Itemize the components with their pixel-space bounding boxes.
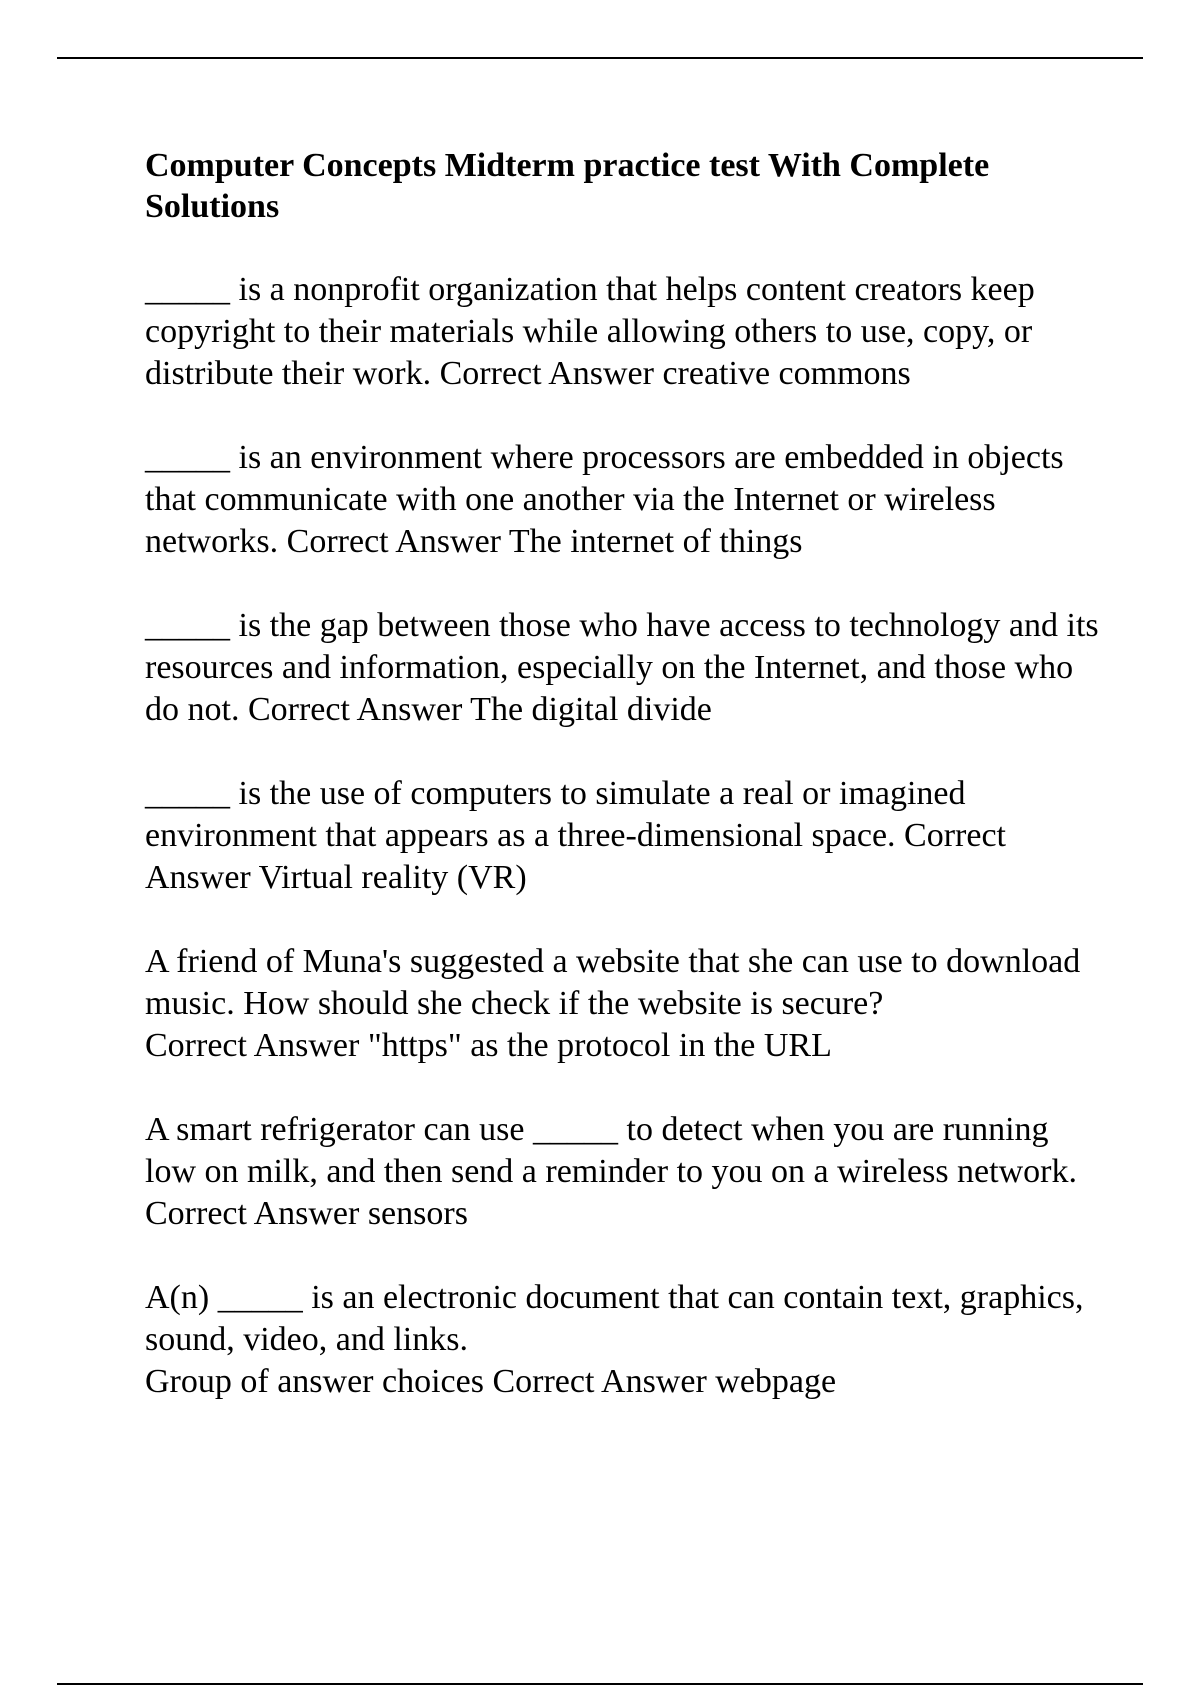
- qa-item-3: [145, 605, 1108, 731]
- document-title: Computer Concepts Midterm practice test With Complete Solutions: [145, 147, 990, 225]
- answer-label: Correct Answer: [286, 523, 501, 560]
- question-text: _____ is an environment where processors are embedded in objects that communicate with one another via the Internet or wireless networks.: [145, 439, 1073, 560]
- answer-text: "https" as the protocol in the URL: [367, 1027, 832, 1064]
- question-text: _____ is the gap between those who have access to technology and its resources and information, especially on the Internet, and those who do not.: [145, 607, 1108, 728]
- question-text: _____ is a nonprofit organization that helps content creators keep copyright to their materials while allowing others to use, copy, or distribute their work.: [145, 271, 1044, 392]
- document-body: [145, 145, 1108, 1445]
- answer-text: creative commons: [662, 355, 911, 392]
- question-text: A smart refrigerator can use _____ to detect when you are running low on milk, and then send a reminder to you on a wireless network.: [145, 1111, 1077, 1190]
- answer-label: Correct Answer: [439, 355, 654, 392]
- top-rule: [57, 57, 1143, 59]
- bottom-rule: [57, 1683, 1143, 1685]
- question-choices-label: Group of answer choices: [145, 1363, 484, 1400]
- answer-text: sensors: [367, 1195, 468, 1232]
- answer-label: Correct Answer: [145, 1027, 360, 1064]
- qa-item-2: [145, 437, 1105, 563]
- qa-item-7: [145, 1277, 1105, 1403]
- qa-item-1: [145, 269, 1105, 395]
- qa-item-6: [145, 1109, 1105, 1235]
- answer-label: Correct Answer: [247, 691, 463, 728]
- answer-label: Correct Answer: [492, 1363, 707, 1400]
- qa-item-4: [145, 773, 1105, 899]
- answer-text: webpage: [715, 1363, 837, 1400]
- answer-text: Virtual reality (VR): [258, 859, 527, 896]
- answer-label: Correct Answer: [145, 817, 1013, 896]
- question-text: A(n) _____ is an electronic document that can contain text, graphics, sound, video, and links.: [145, 1279, 1092, 1358]
- qa-item-5: [145, 941, 1105, 1067]
- question-text: A friend of Muna's suggested a website that she can use to download music. How should she check if the website is secure?: [145, 943, 1089, 1022]
- answer-text: The digital divide: [470, 691, 712, 728]
- question-text: _____ is the use of computers to simulate a real or imagined environment that appears as a three-dimensional space.: [145, 775, 975, 854]
- answer-text: The internet of things: [508, 523, 803, 560]
- answer-label: Correct Answer: [145, 1195, 360, 1232]
